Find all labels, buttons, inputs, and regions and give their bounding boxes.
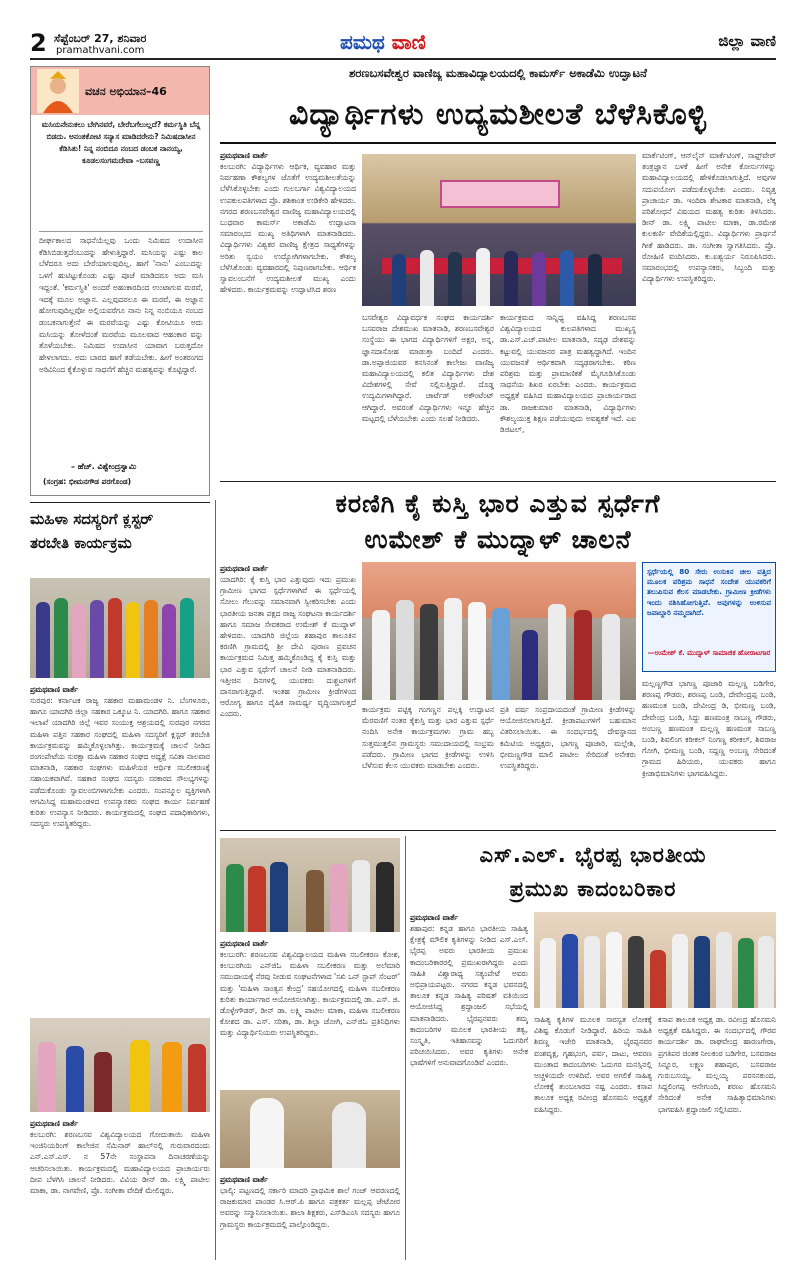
guest-figure — [392, 254, 406, 306]
guest-figure — [94, 1052, 112, 1112]
issue-date: ಸೆಪ್ಟೆಂಬರ್ 27, ಶನಿವಾರ — [54, 32, 147, 45]
story1-col2: ಬಸವೇಶ್ವರ ವಿದ್ಯಾವರ್ಧಕ ಸಂಘದ ಕಾರ್ಯದರ್ಶಿ ಬಸವರಾಜ ದೇಶಮುಖ ಮಾತನಾಡಿ, ಶರಣಬಸವೇಶ್ವರ ಸಂಸ್ಥೆಯು ಈ ಭಾಗದ ವಿದ್ಯಾರ್ಥಿಗಳಿಗೆ ಅಕ್ಷರ, ಅನ್ನ, ಜ್ಞಾನದಾಸೋಹ ಮಾಡುತ್ತಾ ಬಂದಿದೆ ಎಂದರು. ಡಾ.ಅಪ್ಪಾಜಿಯವರ ಕನಸಿನಂತೆ ಕಾಲೇಜು ವಾಣಿಜ್ಯ ಮಹಾವಿದ್ಯಾಲಯದಲ್ಲಿ ಕಲಿತ ವಿದ್ಯಾರ್ಥಿಗಳು ದೇಶ ವಿದೇಶಗಳಲ್ಲಿ ಸೇವೆ ಸಲ್ಲಿಸುತ್ತಿದ್ದಾರೆ. ದೊಡ್ಡ ಉದ್ಯಮಿಗಳಾಗಿದ್ದಾರೆ. ಚಾರ್ಟೆಡ್ ಅಕೌಂಟೆಂಟ್ ಆಗಿದ್ದಾರೆ. ಅವರಂತೆ ವಿದ್ಯಾರ್ಥಿಗಳು ಇನ್ನೂ ಹೆಚ್ಚಿನ ಮಟ್ಟದಲ್ಲಿ ಬೆಳೆಯಬೇಕು ಎಂದು ಸಲಹೆ ನೀಡಿದರು. — [362, 313, 494, 423]
participant-figure — [306, 870, 324, 932]
guest-figure — [188, 1044, 206, 1112]
story1-col3: ಕಾರ್ಯಕ್ರಮದ ಸಾನ್ನಿಧ್ಯ ವಹಿಸಿದ್ದ ಶರಣಬಸವ ವಿಶ್ವವಿದ್ಯಾಲಯದ ಕುಲಪತಿಗಳಾದ ಮುಖ್ಯಸ್ಥ ಡಾ.ಎಸ್.ಎಚ್.ಪಾಟೀಲ ಮಾತನಾಡಿ, ಸದೃಢ ದೇಶವನ್ನು ಕಟ್ಟುವಲ್ಲಿ ಯುವಜನರ ಪಾತ್ರ ಮಹತ್ವದ್ದಾಗಿದೆ. ಇಂದಿನ ಯುವಜನತೆ ಆರ್ಥಿಕವಾಗಿ ಸದೃಢರಾಗಬೇಕು. ಕಠಿಣ ಪರಿಶ್ರಮ ಮತ್ತು ಪ್ರಾಮಾಣಿಕತೆ ಮೈಗೂಡಿಸಿಕೊಂಡು ಸಾಧನೆಯ ಶಿಖರ ಏರಬೇಕು ಎಂದರು. ಕಾರ್ಯಕ್ರಮದ ಅಧ್ಯಕ್ಷತೆ ವಹಿಸಿದ ಮಹಾವಿದ್ಯಾಲಯದ ಪ್ರಾಚಾರ್ಯರಾದ ಡಾ. ರಾಜಕುಮಾರ ಮಾತನಾಡಿ, ವಿದ್ಯಾರ್ಥಿಗಳು ಕೌಶಲ್ಯಯುಕ್ತ ಶಿಕ್ಷಣ ಪಡೆಯುವುದು ಅವಶ್ಯಕತೆ ಇದೆ. ಎಐ ಡಿಜಿಟಲ್, — [500, 313, 636, 435]
guest-figure — [532, 252, 546, 306]
story5-dateline: ಪ್ರಮಥವಾಣಿ ವಾರ್ತೆ — [220, 939, 269, 948]
masthead — [30, 30, 776, 58]
participant-figure — [330, 864, 348, 932]
attendee-figure — [758, 936, 774, 1008]
stage-banner — [440, 180, 560, 208]
felicitated-person — [332, 1102, 366, 1168]
attendee-figure — [540, 938, 556, 1008]
story1-col1: ಕಲಬುರಗಿ: ವಿದ್ಯಾರ್ಥಿಗಳು ಆರ್ಥಿಕ, ವ್ಯವಹಾರ ಮತ್ತು ನಿರ್ವಹಣಾ ಕೌಶಲ್ಯಗಳ ಜೊತೆಗೆ ಉದ್ಯಮಶೀಲತೆಯನ್ನು ಬೆಳೆಸಿಕೊಳ್ಳಬೇಕು ಎಂದು ಗುಲಬರ್ಗಾ ವಿಶ್ವವಿದ್ಯಾಲಯದ ಉಪಕುಲಪತಿಗಳಾದ ಪ್ರೊ. ಶಶಿಕಾಂತ ಉಡಿಕೇರಿ ಹೇಳಿದರು. ನಗರದ ಶರಣಬಸವೇಶ್ವರ ವಾಣಿಜ್ಯ ಮಹಾವಿದ್ಯಾಲಯದಲ್ಲಿ ಬುಧವಾರ ಕಾಮರ್ಸ್ ಅಕಾಡೆಮಿ ಉದ್ಘಾಟನಾ ಸಮಾರಂಭದ ಮುಖ್ಯ ಅತಿಥಿಗಳಾಗಿ ಮಾತನಾಡಿದರು. ವಿದ್ಯಾರ್ಥಿಗಳು ವಿಶ್ವಕರ ವಾಣಿಜ್ಯ ಕ್ಷೇತ್ರದ ಸಾಧ್ಯತೆಗಳನ್ನು ಅರಿತು ಸ್ವಯಂ ಉದ್ಯೋಗಿಗಳಾಗಬೇಕು. ಕೌಶಲ್ಯ ಬೆಳೆಸಿಕೊಂಡು ವ್ಯವಹಾರದಲ್ಲಿ ನಿಪುಣರಾಗಬೇಕು. ಆರ್ಥಿಕ ಸ್ವಾವಲಂಬನೆಗೆ ಉದ್ಯಮಶೀಲತೆ ಮುಖ್ಯ ಎಂದು ಹೇಳಿದರು. ಕಾರ್ಯಕ್ರಮವನ್ನು ಉದ್ಘಾಟಿಸಿದ ಶರಣ — [220, 162, 356, 295]
participant-figure — [468, 602, 486, 700]
story1-dateline: ಪ್ರಮಥವಾಣಿ ವಾರ್ತೆ — [220, 151, 269, 160]
story7-headline-line2: ಪ್ರಮುಖ ಕಾದಂಬರಿಕಾರ — [509, 877, 677, 901]
story2-col4: ಮಲ್ಲಣ್ಣಗೌಡ ಭಾಗಣ್ಣ ಪೂಜಾರಿ ಮಲ್ಲಣ್ಣ ಬಡಿಗೇರ, ಶರಣಪ್ಪ ಗೌಡರು, ಶರಣಪ್ಪ ಬಂಡಿ, ದೇವೇಂದ್ರಪ್ಪ ಬಂಡಿ, ಹಣಮಂತ ಬಂಡಿ, ದೇವೀಂದ್ರ ಡಿ, ಭೀಮಣ್ಣ ಬಂಡಿ, ದೇವೇಂದ್ರ ಬಂಡಿ, ಸಿದ್ದು ಹಣಮಂತ್ರ ಸಾಬಣ್ಣ ಗೌಡರು, ಅಂಬಣ್ಣ ಹಣಮಂತ ಮಲ್ಲಣ್ಣ ಹಣಮಂತ ಸಾಬಣ್ಣ ಬಂಡಿ, ಶಿವಲಿಂಗ ಕರೀಕಲ್ ನಿಂಗಣ್ಣ ಕರೀಕಲ್, ಶಿವರಾಜ ಗೋಗಿ, ಭೀಮಣ್ಣ ಬಂಡಿ, ಸದ್ದಣ್ಣ ಅಂಬಣ್ಣ ಸೇರಿದಂತೆ ಗ್ರಾಮದ ಹಿರಿಯರು, ಯುವಕರು ಹಾಗೂ ಕ್ರೀಡಾಭಿಮಾನಿಗಳು ಭಾಗವಹಿಸಿದ್ದರು. — [642, 679, 776, 778]
story5-body: ಕಲಬುರಗಿ: ಶರಣಬಸವ ವಿಶ್ವವಿದ್ಯಾಲಯದ ಮಹಿಳಾ ಸಬಲೀಕರಣ ಕೋಶ, ಕಲಬುರಗಿಯ ಎನ್‌ಜಿಓ ಮಹಿಳಾ ಸಬಲೀಕರಣ ಮತ್ತು ಅಲೆಮಾರಿ ಸಮುದಾಯಕ್ಕೆ ನೆರವು ನೀಡುವ ಸಂಘಟನೆಗಳಾದ 'ಸಖಿ ಒನ್ ಸ್ಟಾಪ್ ಸೆಂಟರ್' ಮತ್ತು 'ಮಹಿಳಾ ಸಾಂತ್ವನ ಕೇಂದ್ರ' ಸಹಯೋಗದಲ್ಲಿ ಮಹಿಳಾ ಸಬಲೀಕರಣ ಕುರಿತು ಕಾರ್ಯಾಗಾರ ಆಯೋಜಿಸಲಾಗಿತ್ತು. ಕಾರ್ಯಕ್ರಮದಲ್ಲಿ ಡಾ. ಎಸ್. ಜಿ. ಡೊಳ್ಳೇಗೌಡರ್, ಡೀನ್ ಡಾ. ಲಕ್ಷ್ಮಿ ಪಾಟೀಲ ಮಾಕಾ, ಮಹಿಳಾ ಸಬಲೀಕರಣ ಕೋಶದ ಡಾ. ಎಸ್. ಸರಿತಾ, ಡಾ. ಶಿಲ್ಪಾ ಜೋಗಿ, ಎನ್‌ಜಿಓ ಪ್ರತಿನಿಧಿಗಳು ಮತ್ತು ವಿದ್ಯಾರ್ಥಿನಿಯರು ಉಪಸ್ಥಿತರಿದ್ದರು. — [220, 950, 400, 1038]
attendee-figure — [628, 936, 644, 1008]
vachana-author: – ಹೆಚ್. ವಿಶ್ವೇಂದ್ರಸ್ವಾಮಿ — [71, 462, 137, 471]
member-figure — [90, 600, 104, 678]
story2-quote-text: ಸ್ಪರ್ಧೆಯಲ್ಲಿ 80 ಸೇರು ಉಸುಕಿನ ಚೀಲ ವತ್ತಿದ ಮೂಲಕ ಪರಿಶ್ರಮ ಸಾಧನೆ ಸಂದೇಶ ಯುವಕರಿಗೆ ತಲುಪಿಸುವ ಕೆಲಸ ಮಾಡಬೇಕು. ಗ್ರಾಮೀಣ ಕ್ರೀಡೆಗಳು ಇಂದು ನಶಿಸಿಹೋಗುತ್ತಿವೆ. ಅವುಗಳನ್ನು ಉಳಿಸುವ ಜವಾಬ್ದಾರಿ ನಮ್ಮದಾಗಿದೆ. — [647, 567, 771, 617]
member-figure — [180, 598, 194, 678]
story3-top-rule — [30, 502, 210, 503]
attendee-figure — [738, 938, 754, 1008]
guest-figure — [476, 248, 490, 306]
guest-figure — [38, 1042, 56, 1112]
story4-photo — [30, 1018, 210, 1112]
story7-dateline: ಪ್ರಮಥವಾಣಿ ವಾರ್ತೆ — [410, 913, 459, 922]
story2-bottom-rule — [220, 830, 776, 831]
story2-headline-line2: ಉಮೇಶ್ ಕೆ ಮುದ್ನಾಳ್ ಚಾಲನೆ — [364, 525, 632, 554]
guest-figure — [66, 1046, 84, 1112]
attendee-figure — [716, 932, 732, 1008]
attendee-figure — [694, 936, 710, 1008]
participant-figure — [522, 630, 538, 700]
vachana-verse: ಮಸಿಯನೇನುಕಲು ಬೇಗಿನವರೆ, ಬೇರೆಬಗೆಲುಲ್ಲದೆ? ಕರ್ಮಸ್ಥಿತಿ ಬೆನ್ನ ಬಿಡದು. ಅನಂತಕೋಟಿ ಸನ್ಯಾಸ ಮಾಡಿದರೇನು? ನಿಮಿಷದಾಸೀನ ಕೆಡಿಸಿತು! ನಿನ್ನ ನಂಬಿದೂ ನಂಬದ ಡಂಬಕ ನಾನಯ್ಯ, ಕೂಡಲಸಂಗಮದೇವಾ –ಬಸವಣ್ಣ — [41, 120, 201, 165]
story1-headline: ವಿದ್ಯಾರ್ಥಿಗಳು ಉದ್ಯಮಶೀಲತೆ ಬೆಳೆಸಿಕೊಳ್ಳಿ — [220, 86, 776, 144]
attendee-figure — [584, 936, 600, 1008]
paper-name — [340, 30, 426, 54]
section-name: ಜಿಲ್ಲಾ ವಾಣಿ — [718, 32, 776, 50]
attendee-figure — [606, 932, 622, 1008]
participant-figure — [376, 862, 394, 932]
participant-figure — [548, 604, 566, 700]
story2-col2: ಕಾರ್ಯಕ್ರಮ ಪಟ್ಟಿಕ್ಕ ಗಂಗಣ್ಣನ ಪಲ್ಲಕ್ಕಿ ಉದ್ಘಾಟನ ಮೆರವಣಿಗೆ ನಂತರ ಕೈಕುಸ್ತಿ ಮತ್ತು ಭಾರ ಎತ್ತುವ ಸ್ಪರ್ಧೆ ನಂದಿಸಿ ಅನೇಕ ಕಾರ್ಯಕ್ರಮಗಳು ಗ್ರಾಮ ಹಬ್ಬ ಸುತ್ತಮುತ್ತಲಿನ ಗ್ರಾಮಸ್ಥರು ಸಮುದಾಯದಲ್ಲಿ ಸಂಭ್ರಮ ಪಡೆದರು. ಗ್ರಾಮೀಣ ಭಾಗದ ಕ್ರೀಡೆಗಳನ್ನು ಉಳಿಸಿ ಬೆಳೆಸುವ ಕೆಲಸ ಯುವಕರು ಮಾಡಬೇಕು ಎಂದರು. — [362, 705, 494, 771]
story3-dateline: ಪ್ರಮಥವಾಣಿ ವಾರ್ತೆ — [30, 685, 79, 694]
vachana-box — [30, 66, 210, 496]
participant-figure — [420, 604, 438, 700]
member-figure — [126, 602, 140, 678]
member-figure — [54, 598, 68, 678]
story6-dateline: ಪ್ರಮಥವಾಣಿ ವಾರ್ತೆ — [220, 1175, 269, 1184]
story2-headline-line1: ಕರಣಿಗಿ ಕೈ ಕುಸ್ತಿ ಭಾರ ಎತ್ತುವ ಸ್ಪರ್ಧೆಗೆ — [335, 489, 661, 518]
masthead-rule — [30, 58, 776, 60]
story3-headline-line2: ತರಬೇತಿ ಕಾರ್ಯಕ್ರಮ — [30, 534, 132, 552]
column-divider — [405, 836, 406, 1260]
story2-photo — [362, 562, 636, 700]
participant-figure — [352, 860, 370, 932]
story4-dateline: ಪ್ರಮಥವಾಣಿ ವಾರ್ತೆ — [30, 1119, 79, 1128]
felicitated-person — [250, 1098, 284, 1168]
paper-name-part1: ಪಮಥ — [340, 30, 385, 54]
story7-col2: ಸಾಹಿತ್ಯ ಕೃತಿಗಳ ಮೂಲಕ ಸಾರಸ್ವತ ಲೋಕಕ್ಕೆ ವಿಶಿಷ್ಟ ಕೊಡುಗೆ ನೀಡಿದ್ದಾರೆ. ಹಿರಿಯ ಸಾಹಿತಿ ಶಿವಣ್ಣ ಇಜೇರಿ ಮಾತನಾಡಿ, ಭೈರಪ್ಪನವರ ವಂಶವೃಕ್ಷ, ಗೃಹಭಂಗ, ಪರ್ವ, ದಾಟು, ಆವರಣ ಮುಂತಾದ ಕಾದಂಬರಿಗಳು ಓದುಗರ ಮನಸ್ಸಿನಲ್ಲಿ ಅಚ್ಚಳಿಯದೇ ಉಳಿದಿವೆ. ಅವರ ಅಗಲಿಕೆ ಸಾಹಿತ್ಯ ಲೋಕಕ್ಕೆ ತುಂಬಲಾರದ ನಷ್ಟ ಎಂದರು. ಕಸಾಪ ತಾಲೂಕ ಅಧ್ಯಕ್ಷ ರವೀಂದ್ರ ಹೊಸಮನಿ ಅಧ್ಯಕ್ಷತೆ ವಹಿಸಿದ್ದರು. — [534, 1015, 652, 1114]
participant-figure — [226, 864, 244, 932]
guest-figure — [504, 251, 518, 306]
basavanna-portrait — [37, 69, 79, 113]
member-figure — [108, 598, 122, 678]
member-figure — [36, 602, 50, 678]
guest-figure — [420, 250, 434, 306]
vachana-column-title: ವಚನ ಅಭಿಯಾನ–46 — [85, 85, 167, 98]
attendee-figure — [672, 934, 688, 1008]
guest-figure — [448, 252, 462, 306]
website: pramathvani.com — [56, 45, 145, 56]
attendee-figure — [650, 950, 666, 1008]
participant-figure — [492, 608, 510, 700]
story3-photo — [30, 578, 210, 678]
participant-figure — [270, 862, 288, 932]
attendee-figure — [562, 934, 578, 1008]
story1-kicker: ಶರಣಬಸವೇಶ್ವರ ವಾಣಿಜ್ಯ ಮಹಾವಿದ್ಯಾಲಯದಲ್ಲಿ ಕಾಮರ್ಸ್ ಅಕಾಡೆಮಿ ಉದ್ಘಾಟನೆ — [348, 66, 648, 80]
story3-headline-line1: ಮಹಿಳಾ ಸದಸ್ಯರಿಗೆ ಕ್ಲಸ್ಟರ್ — [30, 510, 154, 528]
story7-headline-line1: ಎಸ್.ಎಲ್. ಭೈರಪ್ಪ ಭಾರತೀಯ — [479, 843, 707, 867]
story1-col4: ಮಾರ್ಕೆಟಿಂಗ್, ಆನ್‌ಲೈನ್ ಮಾರ್ಕೆಟಿಂಗ್, ಸಾಫ್ಟ್‌ವೇರ್ ತಂತ್ರಜ್ಞಾನ ಬಳಕೆ ಹೀಗೆ ಅನೇಕ ಕೋರ್ಸುಗಳನ್ನು ಮಹಾವಿದ್ಯಾಲಯದಲ್ಲಿ ಹೇಳಿಕೊಡಲಾಗುತ್ತಿದೆ. ಅವುಗಳ ಸದುಪಯೋಗ ಪಡೆದುಕೊಳ್ಳಬೇಕು ಎಂದರು. ನಿವೃತ್ತ ಪ್ರಾಚಾರ್ಯ ಡಾ. ಇಂದಿರಾ ಶೇಟಕಾರ ಮಾತನಾಡಿ, ಲೆಕ್ಕ ಪರಿಶೋಧನೆ ವಿಷಯದ ಮಹತ್ವ ಕುರಿತು ತಿಳಿಸಿದರು. ಡೀನ್ ಡಾ. ಲಕ್ಷ್ಮಿ ಪಾಟೀಲ ಮಾಕಾ, ಡಾ.ರಮೇಶ ಕುಲಕರ್ಣಿ ವೇದಿಕೆಯಲ್ಲಿದ್ದರು. ವಿದ್ಯಾರ್ಥಿಗಳು ಪ್ರಾರ್ಥನೆ ಗೀತೆ ಹಾಡಿದರು. ಡಾ. ಸಂಗೀತಾ ಸ್ವಾಗತಿಸಿದರು. ಪ್ರೊ. ರೋಹಿಣಿ ವಂದಿಸಿದರು. ಕು.ಐಶ್ವರ್ಯ ನಿರೂಪಿಸಿದರು. ಸಮಾರಂಭದಲ್ಲಿ ಉಪನ್ಯಾಸಕರು, ಸಿಬ್ಬಂದಿ ಮತ್ತು ವಿದ್ಯಾರ್ಥಿಗಳು ಉಪಸ್ಥಿತರಿದ್ದರು. — [642, 151, 776, 284]
story7-col3: ಕಸಾಪ ತಾಲೂಕ ಅಧ್ಯಕ್ಷ ಡಾ. ರವೀಂದ್ರ ಹೊಸಮನಿ ಅಧ್ಯಕ್ಷತೆ ವಹಿಸಿದ್ದರು. ಈ ಸಂದರ್ಭದಲ್ಲಿ ಗೌರವ ಕಾರ್ಯದರ್ಶಿ ಡಾ. ರಾಘವೇಂದ್ರ ಹಾರಣಗೇರಾ, ಪ್ರಗತಿಪರ ಚಿಂತಕ ನೀಲಕಂಠ ಬಡಿಗೇರ, ಬಸವರಾಜ ಸಿನ್ನೂರ, ಲಕ್ಷ್ಮಣ ಶಹಾಪುರ, ಬಸವರಾಜ ಗುರುಬಸಯ್ಯ, ಮಲ್ಲಯ್ಯ ಪರಸನಕುಂದ, ಸಿದ್ದಲಿಂಗಪ್ಪ ಆನೇಗುಂದಿ, ಶರಣು ಹೊಸಮನಿ ಸೇರಿದಂತೆ ಅನೇಕ ಸಾಹಿತ್ಯಾಭಿಮಾನಿಗಳು ಭಾಗವಹಿಸಿ ಶ್ರದ್ಧಾಂಜಲಿ ಸಲ್ಲಿಸಿದರು. — [658, 1015, 776, 1114]
guest-figure — [162, 1042, 182, 1112]
participant-figure — [602, 614, 620, 700]
story4-body: ಕಲಬುರಗಿ: ಶರಣಬಸವ ವಿಶ್ವವಿದ್ಯಾಲಯದ ಗೋದುತಾಯಿ ಮಹಿಳಾ ಇಂಜಿನಿಯರಿಂಗ್ ಕಾಲೇಜಿನ ಸೆಮಿನಾರ್ ಹಾಲ್‌ನಲ್ಲಿ ಗುರುವಾರದಂದು ಎನ್.ಎಸ್.ಎಸ್. ನ 57ನೇ ಸಂಸ್ಥಾಪನಾ ದಿನಾಚರಣೆಯನ್ನು ಆಚರಿಸಲಾಯಿತು. ಕಾರ್ಯಕ್ರಮದಲ್ಲಿ ಮಹಾವಿದ್ಯಾಲಯದ ಪ್ರಾಚಾರ್ಯರು ದೀಪ ಬೆಳಗಿಸಿ ಚಾಲನೆ ನೀಡಿದರು. ವಿವಿಯ ಡೀನ್ ಡಾ. ಲಕ್ಷ್ಮಿ ಪಾಟೀಲ ಮಾಕಾ, ಡಾ. ನಾಗವೇಣಿ, ಪ್ರೊ. ಸಂಗೀತಾ ವೇದಿಕೆ ಮೇಲಿದ್ದರು. — [30, 1130, 210, 1196]
guest-figure — [560, 250, 574, 306]
vachana-body: ದೀರ್ಘಕಾಲದ ಸಾಧನೆಯೆಲ್ಲವು ಒಂದು ನಿಮಿಷದ ಉದಾಸೀನ ಕೆಡಿಸಿಬಿಡುತ್ತದೆಂಬುದನ್ನು ಹೇಳುತ್ತಿದ್ದಾರೆ. ಮಸಿಯನ್ನು ಎಷ್ಟು ಕಾಲ ಬೆಳೆದರೂ ಅದು ಬೇರೆಯಾಗುವುದಿಲ್ಲ. ಹಾಗೆ 'ನಾನು' ಎಂಬುದನ್ನು ಒಳಗೆ ಹುಟಿಟ್ಟುಕೊಂಡು ಎಷ್ಟು ಪೂಜೆ ಮಾಡಿದರೂ ಅದು ಮಸಿ ಇದ್ದಂತೆ. 'ಕರ್ಮಸ್ಥಿತಿ' ಅಂದರೆ ಅಹಂಕಾರದಿಂದ ಉಂಟಾಗುವ ಮರವೆ, ಇದಕ್ಕೆ ಮೂಲ ಅಜ್ಞಾನ. ಎಲ್ಲವುದರಲೂ ಈ ಮರವೆ, ಈ ಅಜ್ಞಾನ ಹೋಗುವುದಿಲ್ಲವೋ ಅಲ್ಲಿಯವರೆಗೂ ನಾನು ನಿನ್ನ ನಂಬಿಯೂ ನಂಬದ ಡಂಬಕನಾಗುತ್ತೇನೆ ಈ ಮರವೆಯನ್ನು ಎಷ್ಟು ಕೋಟಿಯೂ ಅದು ಮಸಿಯನ್ನು ತೋಳೆದಂತೆ ಮರವೆಯ ಮೂಲವಾದ ಆಹಂಕಾರ ವನ್ನು ತೊಳೆಯಬೇಕು. ನಿಮಿಷದ ಉದಾಸೀನ ಯಾವಾಗ ಬರುತ್ತದೋ ಹೇಳಲಾಗದು. ಅದು ಬಾರದ ಹಾಗೆ ತಡೆಯಬೇಕು. ಹೀಗೆ ಅಂತರಂಗದ ಅರಿವಿನಿಂದ ಕೈಕೊಳ್ಳುವ ಸಾಧನೆಗೆ ಹೆಚ್ಚಿನ ಮಹತ್ವವನ್ನು ಕೊಟ್ಟಿದ್ದಾರೆ. — [39, 236, 203, 374]
story2-col3: ಪ್ರತಿ ವರ್ಷ ಸಂಪ್ರದಾಯದಂತೆ ಗ್ರಾಮೀಣ ಕ್ರೀಡೆಗಳನ್ನು ಆಯೋಜಿಸಲಾಗುತ್ತಿದೆ. ಕ್ರೀಡಾಪಟುಗಳಿಗೆ ಬಹುಮಾನ ವಿತರಿಸಲಾಯಿತು. ಈ ಸಂದರ್ಭದಲ್ಲಿ ದೇವಸ್ಥಾನದ ಕಮಿಟಿಯ ಅಧ್ಯಕ್ಷರು, ಭಾಗಣ್ಣ ಪೂಜಾರಿ, ಮಲ್ಲೇಶಿ, ಭೀಮಣ್ಣಗೌಡ ಮಾಲಿ ಪಾಟೀಲ ಸೇರಿದಂತೆ ಅನೇಕರು ಉಪಸ್ಥಿತರಿದ್ದರು. — [500, 705, 636, 771]
participant-figure — [372, 610, 390, 700]
participant-figure — [574, 610, 592, 700]
member-figure — [144, 600, 158, 678]
story6-photo — [220, 1090, 400, 1168]
vachana-author-affiliation: (ಸಂಗ್ರಹ: ಭೀಮನಗೌಡ ಪರಗೊಂಡ) — [43, 477, 132, 486]
story7-col1: ಶಹಾಪುರ: ಕನ್ನಡ ಹಾಗೂ ಭಾರತೀಯ ಸಾಹಿತ್ಯ ಕ್ಷೇತ್ರಕ್ಕೆ ಮೌಲಿಕ ಕೃತಿಗಳನ್ನು ನೀಡಿದ ಎಸ್.ಎಲ್. ಭೈರಪ್ಪ ಅವರು ಭಾರತೀಯ ಪ್ರಮುಖ ಕಾದಂಬರಿಕಾರರಲ್ಲಿ ಪ್ರಮುಖರಾಗಿದ್ದರು ಎಂದು ಸಾಹಿತಿ ವಿಶ್ವಾರಾಧ್ಯ ಸತ್ಯಂಪೇಟೆ ಅವರು ಅಭಿಪ್ರಾಯಪಟ್ಟರು. ನಗರದ ಕನ್ನಡ ಭವನದಲ್ಲಿ ತಾಲೂಕ ಕನ್ನಡ ಸಾಹಿತ್ಯ ಪರಿಷತ್ ವತಿಯಿಂದ ಆಯೋಜಿಸಿದ್ದ ಶ್ರದ್ಧಾಂಜಲಿ ಸಭೆಯಲ್ಲಿ ಮಾತನಾಡಿದರು. ಭೈರಪ್ಪನವರು ತಮ್ಮ ಕಾದಂಬರಿಗಳ ಮೂಲಕ ಭಾರತೀಯ ತತ್ವ, ಸಂಸ್ಕೃತಿ, ಇತಿಹಾಸವನ್ನು ಓದುಗರಿಗೆ ಪರಿಚಯಿಸಿದರು. ಅವರ ಕೃತಿಗಳು ಅನೇಕ ಭಾಷೆಗಳಿಗೆ ಅನುವಾದಗೊಂಡಿವೆ ಎಂದರು. — [410, 924, 528, 1068]
story2-dateline: ಪ್ರಮಥವಾಣಿ ವಾರ್ತೆ — [220, 564, 269, 573]
story7-photo — [534, 912, 776, 1008]
member-figure — [72, 604, 86, 678]
story1-photo — [362, 154, 636, 306]
guest-figure — [588, 254, 602, 306]
paper-name-part2: ವಾಣಿ — [391, 30, 426, 54]
story5-photo — [220, 838, 400, 932]
vachana-banner — [31, 67, 209, 115]
story3-body: ಸುರಪುರ: ಕರ್ನಾಟಕ ರಾಜ್ಯ ಸಹಕಾರ ಮಹಾಮಂಡಳ ನಿ. ಬೆಂಗಳೂರು, ಹಾಗೂ ಯಾದಗಿರಿ ಜಿಲ್ಲಾ ಸಹಕಾರ ಒಕ್ಕೂಟ ನಿ. ಯಾದಗಿರಿ. ಹಾಗೂ ಸಹಕಾರ ಇಲಾಖೆ ಯಾದಗಿರಿ ಜಿಲ್ಲೆ ಇವರ ಸಂಯುಕ್ತ ಆಶ್ರಯದಲ್ಲಿ ಸುರಪುರ ನಗರದ ಮಹಿಳಾ ಪತ್ತಿನ ಸಹಕಾರ ಸಂಘದಲ್ಲಿ ಮಹಿಳಾ ಸದಸ್ಯರಿಗೆ ಕ್ಲಸ್ಟರ್ ತರಬೇತಿ ಕಾರ್ಯಕ್ರಮವನ್ನು ಹಮ್ಮಿಕೊಳ್ಳಲಾಗಿತ್ತು. ಕಾರ್ಯಕ್ರಮಕ್ಕೆ ಚಾಲನೆ ನೀಡಿದ ರಂಗಂಪೇಟೆಯ ಸುರಕ್ಷಾ ಮಹಿಳಾ ಸಹಕಾರ ಸಂಘದ ಅಧ್ಯಕ್ಷೆ ಸವಿತಾ ನಾಲವಾರ ಮಾತನಾಡಿ, ಸಹಕಾರ ಸಂಘಗಳು ಮಹಿಳೆಯರ ಆರ್ಥಿಕ ಸಬಲೀಕರಣಕ್ಕೆ ಸಹಾಯಕವಾಗಿವೆ. ಸಹಕಾರ ಸಂಘದ ಸದಸ್ಯರು ಸರಕಾರದ ಸೌಲಭ್ಯಗಳನ್ನು ಪಡೆದುಕೊಂಡು ಸ್ವಾವಲಂಬಿಗಳಾಗಬೇಕು ಎಂದರು. ಸಂಪನ್ಮೂಲ ವ್ಯಕ್ತಿಗಳಾಗಿ ಆಗಮಿಸಿದ್ದ ಮಹಾಮಂಡಳದ ಉಪನ್ಯಾಸಕರು ಸಂಘದ ಕಾರ್ಯ ನಿರ್ವಹಣೆ ಕುರಿತು ಉಪನ್ಯಾಸ ನೀಡಿದರು. ಕಾರ್ಯಕ್ರಮದಲ್ಲಿ ಸಂಘದ ಪದಾಧಿಕಾರಿಗಳು, ಸದಸ್ಯರು ಉಪಸ್ಥಿತರಿದ್ದರು. — [30, 696, 210, 829]
story2-col1: ಯಾದಗಿರಿ: ಕೈ ಕುಸ್ತಿ ಭಾರ ಎತ್ತುವುದು ಇದು ಪ್ರಮುಖ ಗ್ರಾಮೀಣ ಭಾಗದ ಸ್ಪರ್ಧೆಗಳಾಗಿವೆ ಈ ಸ್ಪರ್ಧೆಯಲ್ಲಿ ಸೋಲು ಗೆಲುವನ್ನು ಸಮಾನವಾಗಿ ಸ್ವೀಕರಿಸಬೇಕು ಎಂದು ಭಾರತೀಯ ಜನತಾ ಪಕ್ಷದ ರಾಜ್ಯ ಸಂಘಟನಾ ಕಾರ್ಯದರ್ಶಿ ಹಾಗೂ ಸಮಾಜ ಸೇವಕರಾದ ಉಮೇಶ್ ಕೆ ಮುದ್ನಾಳ್ ಹೇಳಿದರು. ಯಾದಗಿರಿ ಜಿಲ್ಲೆಯ ಶಹಾಪುರ ತಾಲೂಕಿನ ಕರಣಿಗಿ ಗ್ರಾಮದಲ್ಲಿ ಶ್ರೀ ದೇವಿ ಪುರಾಣ ಪ್ರವಚನ ಕಾರ್ಯಕ್ರಮದ ನಿಮಿತ್ತ ಹಮ್ಮಿಕೊಂಡಿದ್ದ ಕೈ ಕುಸ್ತಿ ಮತ್ತು ಭಾರ ಎತ್ತುವ ಸ್ಪರ್ಧೆಗೆ ಚಾಲನೆ ನೀಡಿ ಮಾತನಾಡಿದರು. ಇತ್ತೀಚಿನ ದಿನಗಳಲ್ಲಿ ಯುವಕರು ದುಶ್ಚಟಗಳಿಗೆ ದಾಸರಾಗುತ್ತಿದ್ದಾರೆ. ಇಂತಹ ಗ್ರಾಮೀಣ ಕ್ರೀಡೆಗಳಿಂದ ಆರೋಗ್ಯ ಹಾಗೂ ದೈಹಿಕ ಸಾಮರ್ಥ್ಯ ವೃದ್ಧಿಯಾಗುತ್ತದೆ ಎಂದರು. — [220, 575, 356, 719]
participant-figure — [248, 866, 266, 932]
story2-quote-box — [642, 562, 776, 672]
vachana-divider — [39, 231, 203, 232]
story6-body: ಭಾಲ್ಕಿ: ಪಟ್ಟಣದಲ್ಲಿ ಸರ್ಕಾರಿ ಮಾದರಿ ಪ್ರಾಥಮಿಕ ಶಾಲೆ ಗಂಜ್ ಆವರಣದಲ್ಲಿ ರಾಜಕುಮಾರ ಪಾಂಡರ ಸಿ.ಆರ್.ಪಿ ಹಾಗೂ ಪತ್ರಕರ್ತ ಮಲ್ಲಪ್ಪ ಜೇಟೋರ ಅವರನ್ನು ಸನ್ಮಾನಿಸಲಾಯಿತು. ಶಾಲಾ ಶಿಕ್ಷಕರು, ಎಸ್‌ಡಿಎಂಸಿ ಸದಸ್ಯರು ಹಾಗೂ ಗ್ರಾಮಸ್ಥರು ಕಾರ್ಯಕ್ರಮದಲ್ಲಿ ಪಾಲ್ಗೊಂಡಿದ್ದರು. — [220, 1186, 400, 1229]
story2-quote-author: —ಉಮೇಶ್ ಕೆ. ಮುದ್ನಾಳ್ ಸಾಮಾಜಿಕ ಹೋರಾಟಗಾರ — [647, 649, 771, 657]
participant-figure — [444, 598, 462, 700]
page-number: 2 — [30, 29, 47, 57]
participant-figure — [396, 600, 414, 700]
guest-figure — [130, 1040, 150, 1112]
member-figure — [162, 604, 176, 678]
column-divider — [215, 500, 216, 1260]
stage-table — [382, 258, 622, 274]
story1-bottom-rule — [220, 481, 776, 482]
